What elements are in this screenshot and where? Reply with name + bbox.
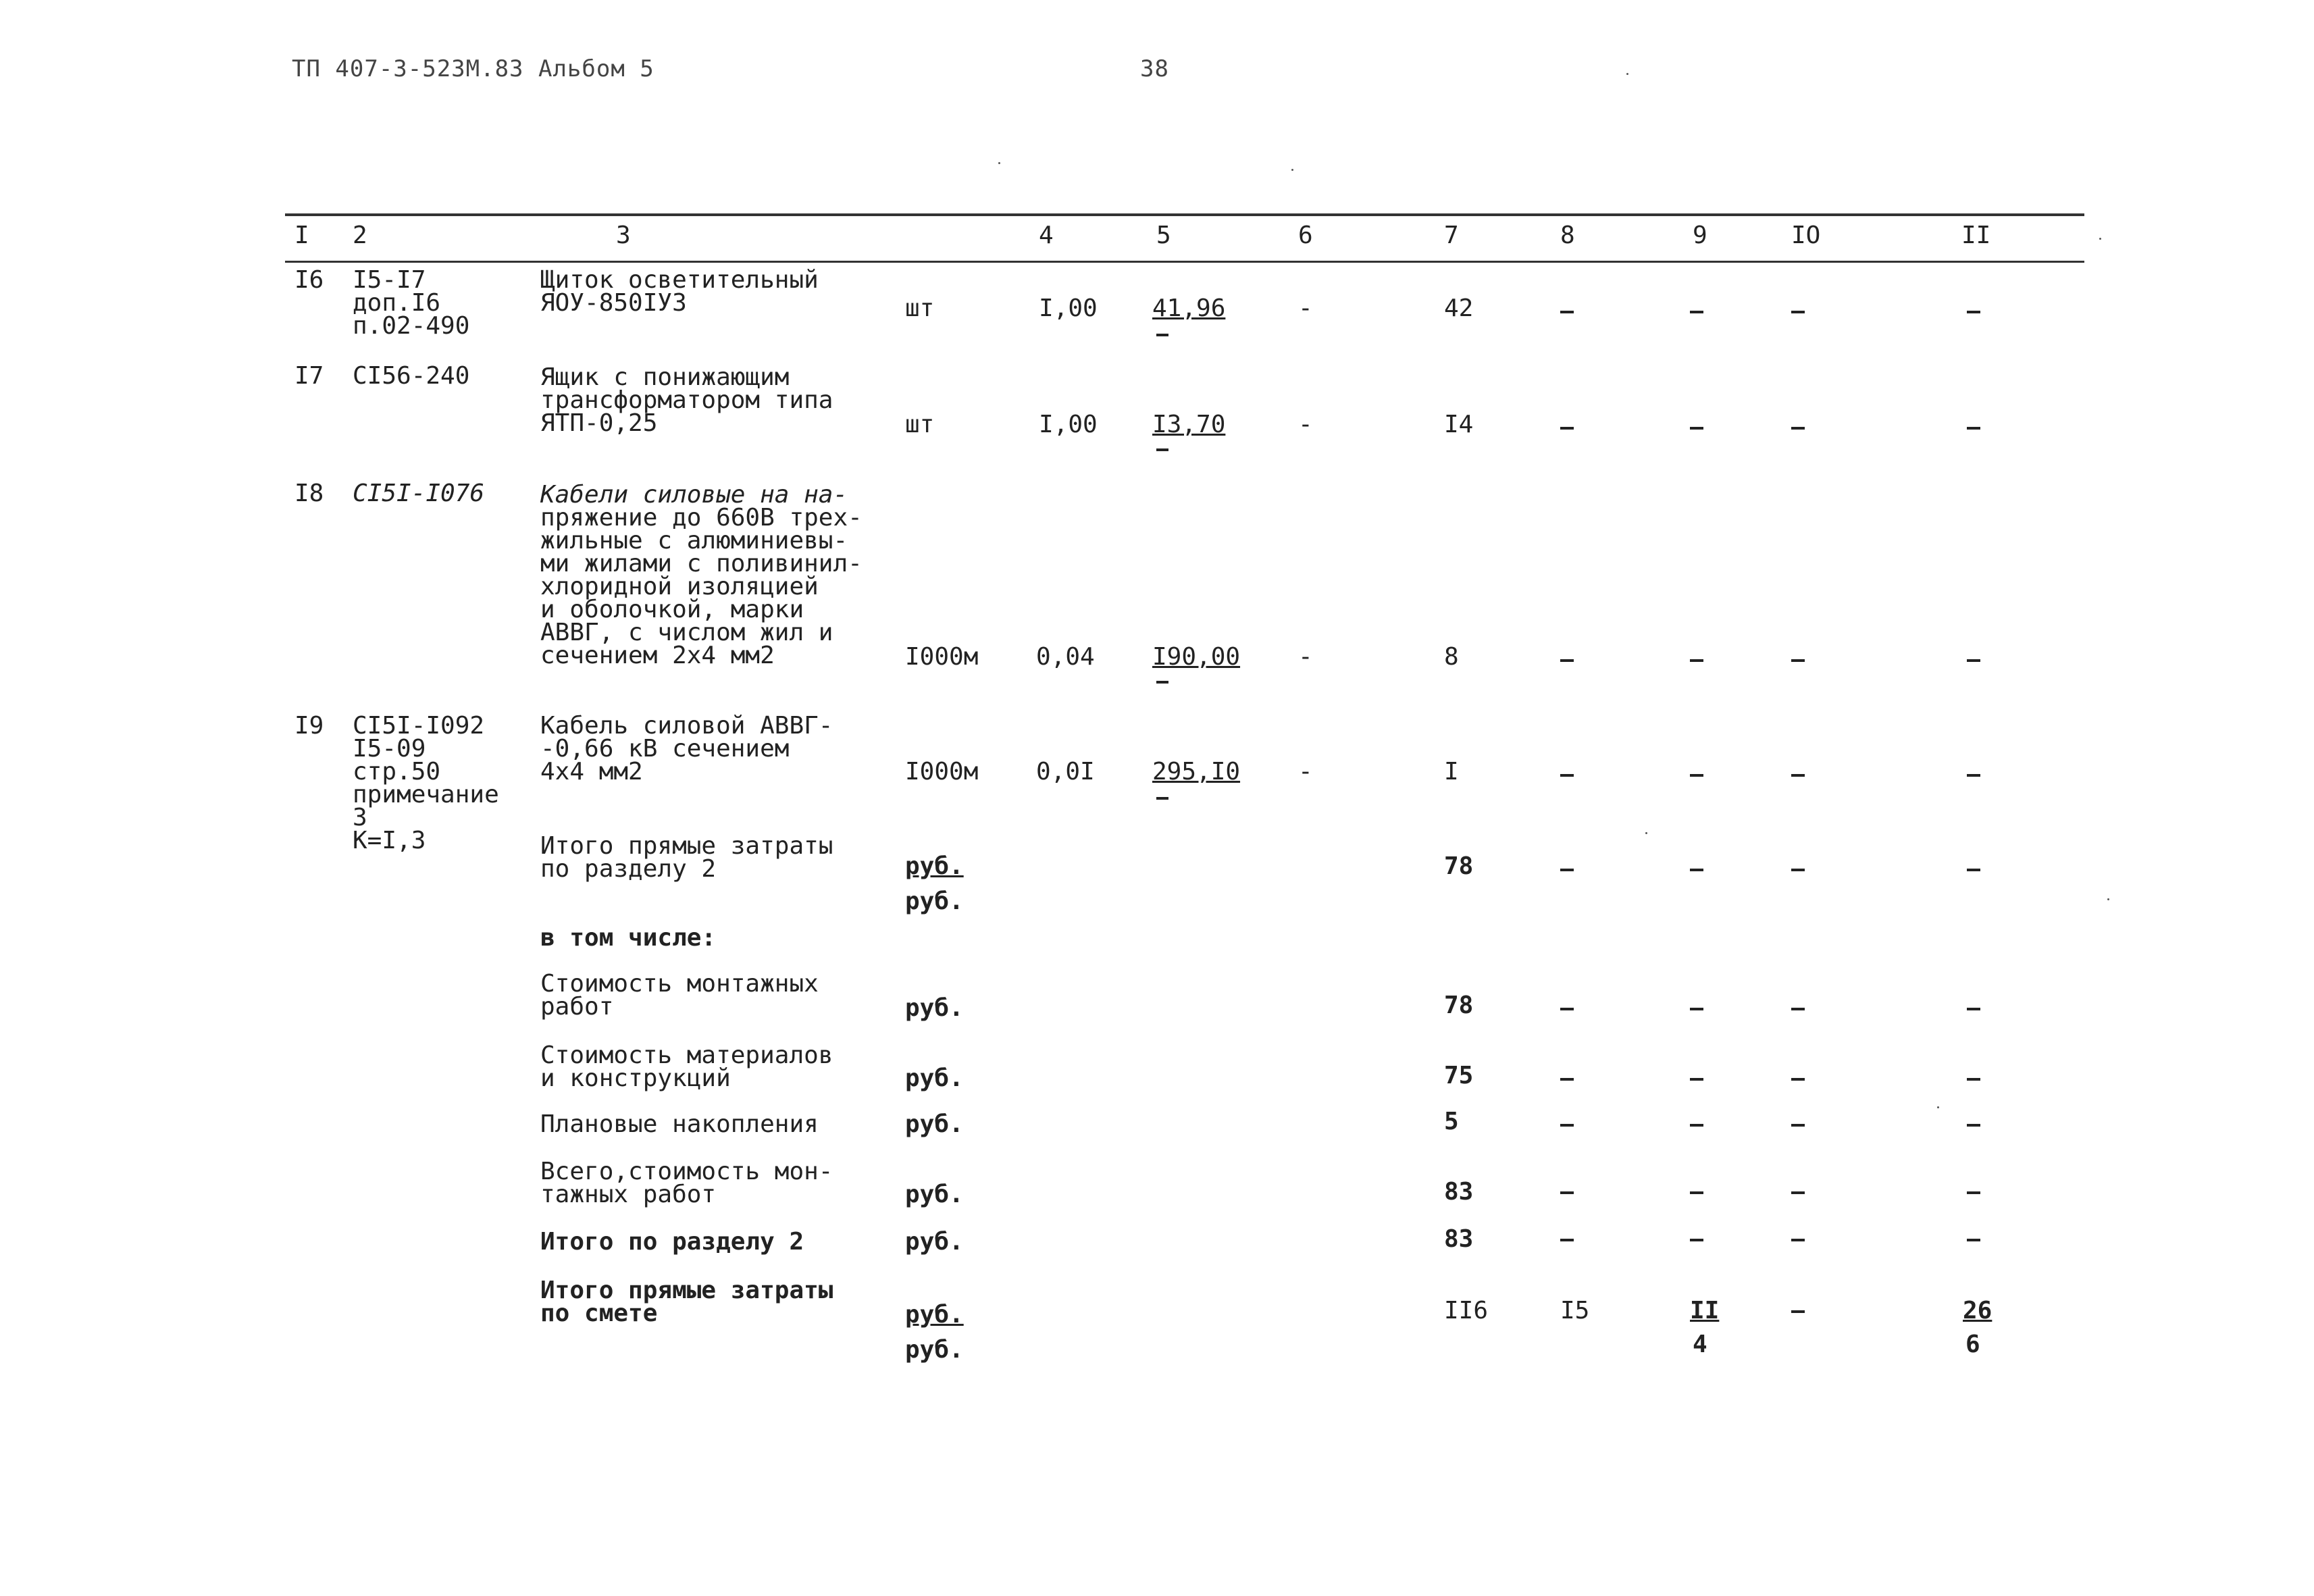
row-col8-dash [1560,659,1574,662]
summary-total: 75 [1444,1062,1474,1089]
row-col8-dash [1560,311,1574,313]
summary-col11-dash [1967,869,1980,871]
summary-col10-dash [1791,1008,1805,1010]
price-dash [1156,681,1168,684]
row-description: Щиток осветительный ЯОУ-850IУ3 [540,266,819,317]
summary-col9: II [1690,1297,1720,1324]
summary-col9-dash [1690,1008,1703,1010]
row-col6: - [1298,411,1313,438]
row-col11-dash [1967,427,1980,430]
scan-speck [1937,1106,1939,1108]
summary-col11-dash [1967,1124,1980,1127]
summary-unit: руб. [905,1228,964,1256]
row-col8-dash [1560,427,1574,430]
row-description: Кабель силовой АВВГ- -0,66 кВ сечением 4х4 мм2 [540,712,833,786]
summary-col11-dash [1967,1008,1980,1010]
summary-col10-dash [1791,869,1805,871]
summary-col9-second: 4 [1693,1331,1707,1358]
page-number: 38 [1140,55,1169,82]
summary-col11-dash [1967,1078,1980,1081]
row-quantity: 0,04 [1036,643,1095,671]
column-header-2: 2 [353,222,367,249]
summary-col8: I5 [1560,1297,1590,1324]
row-description: Ящик с понижающим трансформатором типа ЯТП-0,25 [540,363,833,437]
row-number: I9 [294,712,324,740]
row-number: I6 [294,266,324,294]
row-unit: I000м [905,758,979,786]
summary-col9-dash [1690,1078,1703,1081]
summary-col11: 26 [1963,1297,1992,1324]
row-col9-dash [1690,659,1703,662]
summary-col10-dash [1791,1239,1805,1241]
summary-total: II6 [1444,1297,1489,1324]
table-top-rule [285,213,2084,216]
summary-label: Стоимость монтажных работ [540,970,819,1021]
summary-unit: руб. [905,1301,964,1329]
summary-label: Итого по разделу 2 [540,1228,804,1256]
summary-col10-dash [1791,1191,1805,1194]
summary-total: 83 [1444,1178,1474,1206]
summary-subheading: в том числе: [540,924,717,952]
scan-speck [2099,238,2101,240]
column-header-3: 3 [616,222,631,249]
summary-col9-dash [1690,869,1703,871]
row-col10-dash [1791,427,1805,430]
column-header-5: 5 [1156,222,1171,249]
row-quantity: 0,0I [1036,758,1095,786]
summary-col8-dash [1560,1124,1574,1127]
column-header-4: 4 [1039,222,1054,249]
row-col6: - [1298,758,1313,786]
summary-total: 5 [1444,1108,1459,1135]
row-number: I8 [294,480,324,507]
row-unit: шт [905,294,935,322]
row-unit: шт [905,411,935,438]
summary-unit: руб. [905,1064,964,1092]
row-col9-dash [1690,311,1703,313]
summary-col11-dash [1967,1239,1980,1241]
row-number: I7 [294,362,324,390]
summary-unit: руб. [905,1181,964,1208]
document-code: ТП 407-3-523М.83 Альбом 5 [292,55,654,82]
row-code: CI5I-I092 I5-09 стр.50 примечание 3 К=I,3 [353,712,499,854]
row-total: 8 [1444,643,1459,671]
scan-speck [998,162,1000,164]
summary-col8-dash [1560,869,1574,871]
summary-label: Итого прямые затраты по разделу 2 [540,832,833,883]
row-unit-price: I3,70 [1152,411,1226,438]
table-header-rule [285,261,2084,263]
summary-col10-dash [1791,1310,1805,1313]
price-dash [1156,797,1168,800]
summary-col10-dash [1791,1078,1805,1081]
row-col10-dash [1791,774,1805,777]
row-col11-dash [1967,311,1980,313]
summary-col8-dash [1560,1239,1574,1241]
row-quantity: I,00 [1039,294,1098,322]
summary-col10-dash [1791,1124,1805,1127]
row-unit-price: I90,00 [1152,643,1241,671]
row-col9-dash [1690,774,1703,777]
scan-speck [1645,832,1647,834]
summary-unit-2: руб. [905,1336,964,1364]
summary-total: 78 [1444,852,1474,880]
row-unit-price: 41,96 [1152,294,1226,322]
row-col6: - [1298,643,1313,671]
column-header-7: 7 [1444,222,1459,249]
row-description: Кабели силовые на на- пряжение до 660В трех- жильные с алюминиевы- ми жилами с поливинил- хлоридной изоляцией и оболочкой, марки АВВГ, с числом жил и сечением 2х4 мм2 [540,481,863,669]
scan-speck [1626,73,1628,75]
row-code: I5-I7 доп.I6 п.02-490 [353,266,470,340]
column-header-8: 8 [1560,222,1575,249]
summary-unit: руб. [905,852,964,880]
scan-speck [1291,169,1293,171]
summary-unit: руб. [905,1110,964,1138]
summary-unit-2: руб. [905,887,964,915]
summary-col11-dash [1967,1191,1980,1194]
row-col8-dash [1560,774,1574,777]
column-header-6: 6 [1298,222,1313,249]
row-total: I4 [1444,411,1474,438]
row-col10-dash [1791,659,1805,662]
row-unit-price: 295,I0 [1152,758,1241,786]
summary-label: Итого прямые затраты по смете [540,1277,833,1327]
summary-total: 83 [1444,1225,1474,1253]
summary-col9-dash [1690,1239,1703,1241]
column-header-11: II [1961,222,1991,249]
row-total: I [1444,758,1459,786]
summary-label: Всего,стоимость мон- тажных работ [540,1158,833,1208]
row-col6: - [1298,294,1313,322]
summary-col9-dash [1690,1124,1703,1127]
column-header-1: I [294,222,309,249]
summary-total: 78 [1444,992,1474,1019]
summary-col8-dash [1560,1008,1574,1010]
scan-speck [2107,898,2109,900]
price-dash [1156,334,1168,336]
row-code: CI56-240 [353,362,470,390]
row-quantity: I,00 [1039,411,1098,438]
summary-label: Плановые накопления [540,1110,819,1138]
row-code: CI5I-I076 [353,480,485,507]
column-header-9: 9 [1693,222,1707,249]
column-header-10: IO [1791,222,1821,249]
row-col10-dash [1791,311,1805,313]
row-col9-dash [1690,427,1703,430]
summary-col9-dash [1690,1191,1703,1194]
row-unit: I000м [905,643,979,671]
row-col11-dash [1967,774,1980,777]
price-dash [1156,448,1168,451]
summary-label: Стоимость материалов и конструкций [540,1041,833,1092]
summary-col8-dash [1560,1078,1574,1081]
row-total: 42 [1444,294,1474,322]
summary-unit: руб. [905,994,964,1022]
row-col11-dash [1967,659,1980,662]
summary-col11-second: 6 [1965,1331,1980,1358]
summary-col8-dash [1560,1191,1574,1194]
